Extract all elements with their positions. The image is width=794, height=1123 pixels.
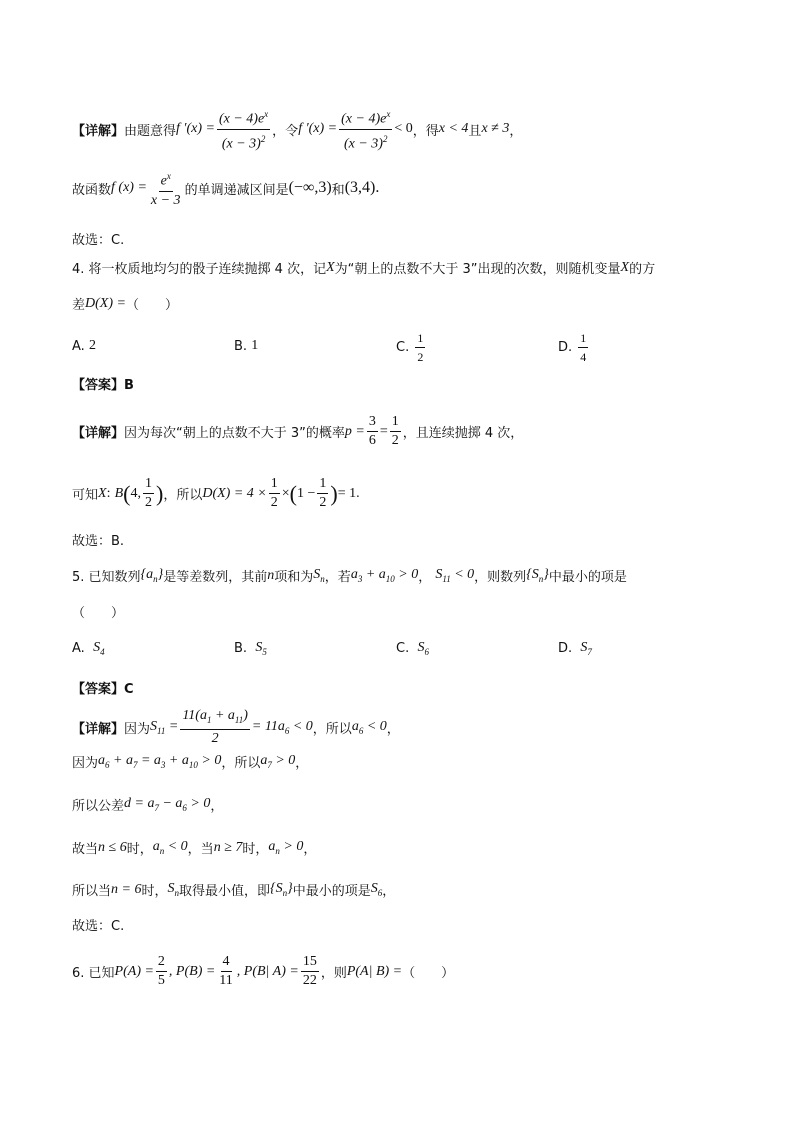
- text: ，: [210, 799, 224, 814]
- option-label: A.: [72, 640, 85, 656]
- math: 1 −: [296, 485, 316, 501]
- math: x: [166, 171, 171, 181]
- math: 2: [211, 730, 219, 746]
- math: (x − 4)e: [218, 111, 265, 127]
- text: ，所以: [221, 756, 261, 771]
- text: 所以当: [72, 884, 112, 899]
- math: 3: [367, 414, 378, 432]
- text: 时，: [242, 842, 269, 857]
- math: 5: [262, 646, 267, 657]
- math: $S_{11} < 0$: [435, 567, 475, 584]
- math: 1: [390, 414, 401, 432]
- math: 11: [219, 973, 233, 988]
- text: ，: [295, 756, 309, 771]
- math: 2: [391, 433, 399, 448]
- fraction: $\frac{11(a_1 + a_{11})}{2}$: [182, 708, 248, 746]
- fraction: [367, 414, 378, 449]
- math: < 0: [394, 121, 413, 137]
- option-value: $S_7$: [580, 640, 592, 657]
- q5-detail-line1: [72, 708, 400, 747]
- fraction: [269, 476, 280, 511]
- text: 且: [468, 123, 482, 139]
- math: 22: [302, 973, 317, 988]
- text: 的单调递减区间是: [184, 182, 289, 198]
- math: 2: [417, 350, 424, 364]
- math: n = 6: [111, 881, 142, 897]
- q4-detail-line2: [72, 476, 360, 511]
- detail-tag: 【详解】: [72, 721, 125, 737]
- math: ×: [281, 485, 290, 501]
- math: x: [386, 109, 391, 119]
- q5-stem-line2: （ ）: [72, 606, 125, 621]
- math: (3,4).: [344, 179, 380, 197]
- option-value: $S_6$: [417, 640, 429, 657]
- option-value: $S_5$: [255, 640, 267, 657]
- math: [141, 567, 164, 584]
- detail-tag: 【详解】: [72, 426, 125, 441]
- math: $a_n > 0$: [268, 839, 304, 856]
- fraction: [301, 954, 319, 989]
- q4-detail-line1: [72, 414, 523, 449]
- text: 因为: [124, 721, 151, 737]
- q6-stem: [72, 954, 454, 989]
- math: :: [106, 485, 111, 501]
- text: 由题意得: [124, 123, 177, 139]
- q4-option-b[interactable]: [234, 338, 258, 354]
- text: （ ）: [402, 966, 455, 981]
- q4-answer: 故选：B.: [72, 534, 125, 549]
- text: 中最小的项是: [548, 570, 627, 585]
- fraction: [415, 330, 425, 365]
- text: 故当: [72, 842, 99, 857]
- option-value: $S_4$: [93, 640, 105, 657]
- math: (x − 3): [221, 136, 261, 152]
- text: 因为每次“朝上的点数不大于 3”的概率: [124, 426, 345, 441]
- text: ，令: [272, 123, 299, 139]
- math: S: [313, 567, 321, 583]
- option-label: D.: [558, 640, 573, 656]
- math: 2: [270, 495, 278, 510]
- option-value: 2: [88, 338, 96, 353]
- math: (−∞,3): [288, 179, 332, 197]
- math: x < 4: [438, 121, 469, 137]
- math: =: [379, 423, 388, 439]
- math: n: [267, 567, 275, 583]
- q5-option-b[interactable]: [234, 640, 267, 657]
- text: 的方: [629, 262, 656, 277]
- detail-tag: 【详解】: [72, 123, 125, 139]
- option-label: C.: [396, 640, 410, 656]
- text: 时，: [141, 884, 168, 899]
- q4-answer-tag: 【答案】B: [72, 378, 134, 393]
- option-label: B.: [234, 338, 248, 354]
- math: 2: [145, 495, 152, 510]
- fraction: [217, 106, 270, 152]
- math: n: [320, 573, 325, 584]
- math: 1: [415, 330, 425, 348]
- math: [313, 567, 325, 584]
- q4-option-d[interactable]: [558, 330, 590, 365]
- text: ，: [509, 123, 523, 139]
- math: $\{S_n\}$: [526, 567, 549, 584]
- math: = $11a_6 < 0$: [251, 719, 313, 736]
- math: 1: [317, 476, 328, 494]
- math: P(A| B) =: [346, 963, 403, 979]
- math: 7: [587, 646, 592, 657]
- math: x − 3: [150, 192, 181, 208]
- text: 因为: [72, 756, 99, 771]
- text: ，则: [320, 966, 347, 981]
- math: 6: [424, 646, 429, 657]
- text: 为“朝上的点数不大于 3”出现的次数，则随机变量: [334, 262, 621, 277]
- math: $S_{11}$ =: [150, 719, 179, 736]
- math: $a_6 < 0$: [351, 719, 387, 736]
- fraction: [149, 168, 183, 209]
- math: x: [264, 109, 269, 119]
- text: 6. 已知: [72, 966, 115, 981]
- text: ，: [303, 842, 317, 857]
- text: ，当: [187, 842, 214, 857]
- math: , P(B| A) =: [236, 963, 299, 979]
- math: 2: [382, 133, 388, 144]
- text: 是等差数列，其前: [163, 570, 268, 585]
- math: D(X) =: [85, 295, 126, 311]
- paren-open: (: [289, 480, 297, 506]
- text: 取得最小值，即: [178, 884, 270, 899]
- text: ，若: [324, 570, 351, 585]
- math: (x − 4)e: [341, 111, 387, 127]
- math: $a_3 + a_{10} > 0$: [350, 567, 419, 584]
- option-label: D.: [558, 340, 573, 355]
- math: 5: [157, 973, 165, 988]
- q3-detail-line1: [72, 106, 522, 152]
- math: $S_n$: [167, 881, 179, 898]
- q4-stem-line2: [72, 294, 178, 313]
- math: X: [326, 259, 335, 275]
- fraction: [578, 330, 588, 365]
- math: {a: [140, 567, 154, 583]
- fraction: [217, 954, 234, 989]
- paren-open: (: [123, 480, 131, 506]
- q5-option-c[interactable]: [396, 640, 429, 657]
- q5-detail-line5: [72, 880, 395, 899]
- math: f ′(x) =: [176, 121, 215, 137]
- q5-answer-tag: 【答案】C: [72, 682, 134, 697]
- math: $a_7 > 0$: [260, 753, 296, 770]
- text: ，且连续抛掷 4 次，: [402, 426, 524, 441]
- math: P(A) =: [114, 963, 154, 979]
- q5-stem-line1: 5. 已知数列 $\{a_n\}$ 是等差数列，其前 n 项和为 $S_n$ ，若 $a_3 + a_{10} > 0$ ， $S_{11} < 0$ ，则数列 $\{S_n\}$ 中最小的项是: [72, 567, 627, 585]
- math: X: [620, 259, 630, 275]
- math: 6: [368, 433, 376, 448]
- math: n ≤ 6: [98, 839, 127, 855]
- math: f (x) =: [111, 180, 147, 196]
- q3-detail-line2: [72, 168, 379, 209]
- text: 所以公差: [72, 799, 125, 814]
- math: 4: [221, 954, 232, 972]
- fraction: [156, 954, 167, 989]
- q5-detail-line4: [72, 838, 316, 857]
- math: x ≠ 3: [481, 121, 510, 137]
- math: e: [160, 173, 167, 189]
- math: 4: [580, 350, 587, 364]
- q5-detail-line2: [72, 752, 308, 771]
- text: 项和为: [274, 570, 314, 585]
- math: D(X) = 4 ×: [202, 485, 267, 501]
- math: , P(B) =: [168, 963, 216, 979]
- math: 4: [100, 646, 105, 657]
- math: 2: [319, 495, 327, 510]
- q4-option-a[interactable]: [72, 338, 96, 354]
- option-label: B.: [234, 640, 248, 656]
- math: 1: [143, 476, 154, 494]
- math: = 1.: [337, 485, 360, 501]
- fraction: [143, 476, 154, 511]
- math: X: [98, 485, 107, 501]
- text: 和: [331, 182, 345, 198]
- q4-stem-line1: [72, 258, 655, 277]
- math: 2: [156, 954, 167, 972]
- paren-close: ): [330, 480, 338, 506]
- text: ，所以: [163, 488, 203, 503]
- math: $a_n < 0$: [152, 839, 188, 856]
- math: n ≥ 7: [213, 839, 243, 855]
- text: ，得: [412, 123, 439, 139]
- fraction: [390, 414, 401, 449]
- option-value: 1: [251, 338, 259, 353]
- math: $a_6 + a_7 = a_3 + a_{10} > 0$: [98, 753, 222, 770]
- math: $\{S_n\}$: [270, 881, 293, 898]
- text: ，则数列: [474, 570, 527, 585]
- text: ，: [386, 721, 400, 737]
- q5-answer: 故选：C.: [72, 919, 125, 934]
- math: 2: [260, 133, 266, 144]
- option-label: C.: [396, 340, 410, 355]
- q5-option-d[interactable]: [558, 640, 592, 657]
- math: }: [157, 567, 164, 583]
- text: ，: [382, 884, 396, 899]
- text: 中最小的项是: [292, 884, 371, 899]
- paren-close: ): [156, 480, 164, 506]
- q5-detail-line3: [72, 795, 223, 814]
- math: 1: [269, 476, 280, 494]
- math: $S_6$: [370, 881, 383, 898]
- math: 1: [578, 330, 588, 348]
- q4-option-c[interactable]: [396, 330, 427, 365]
- math: 4,: [130, 485, 141, 501]
- fraction: [317, 476, 328, 511]
- text: 差: [72, 298, 86, 313]
- math: p =: [344, 423, 365, 439]
- text: （ ）: [125, 298, 178, 313]
- text: 4. 将一枚质地均匀的骰子连续抛掷 4 次，记: [72, 262, 327, 277]
- math: (x − 3): [343, 136, 383, 152]
- math: 15: [301, 954, 319, 972]
- math: f ′(x) =: [298, 121, 338, 137]
- q5-option-a[interactable]: [72, 640, 105, 657]
- math: n: [153, 573, 158, 584]
- math: $d = a_7 - a_6 > 0$: [124, 796, 211, 813]
- text: 5. 已知数列: [72, 570, 141, 585]
- text: 可知: [72, 488, 99, 503]
- q3-answer: 故选：C.: [72, 233, 125, 248]
- option-label: A.: [72, 338, 85, 354]
- fraction: [339, 106, 392, 152]
- text: ，所以: [312, 721, 352, 737]
- text: 故函数: [72, 182, 112, 198]
- text: 时，: [126, 842, 153, 857]
- math: B: [114, 485, 124, 501]
